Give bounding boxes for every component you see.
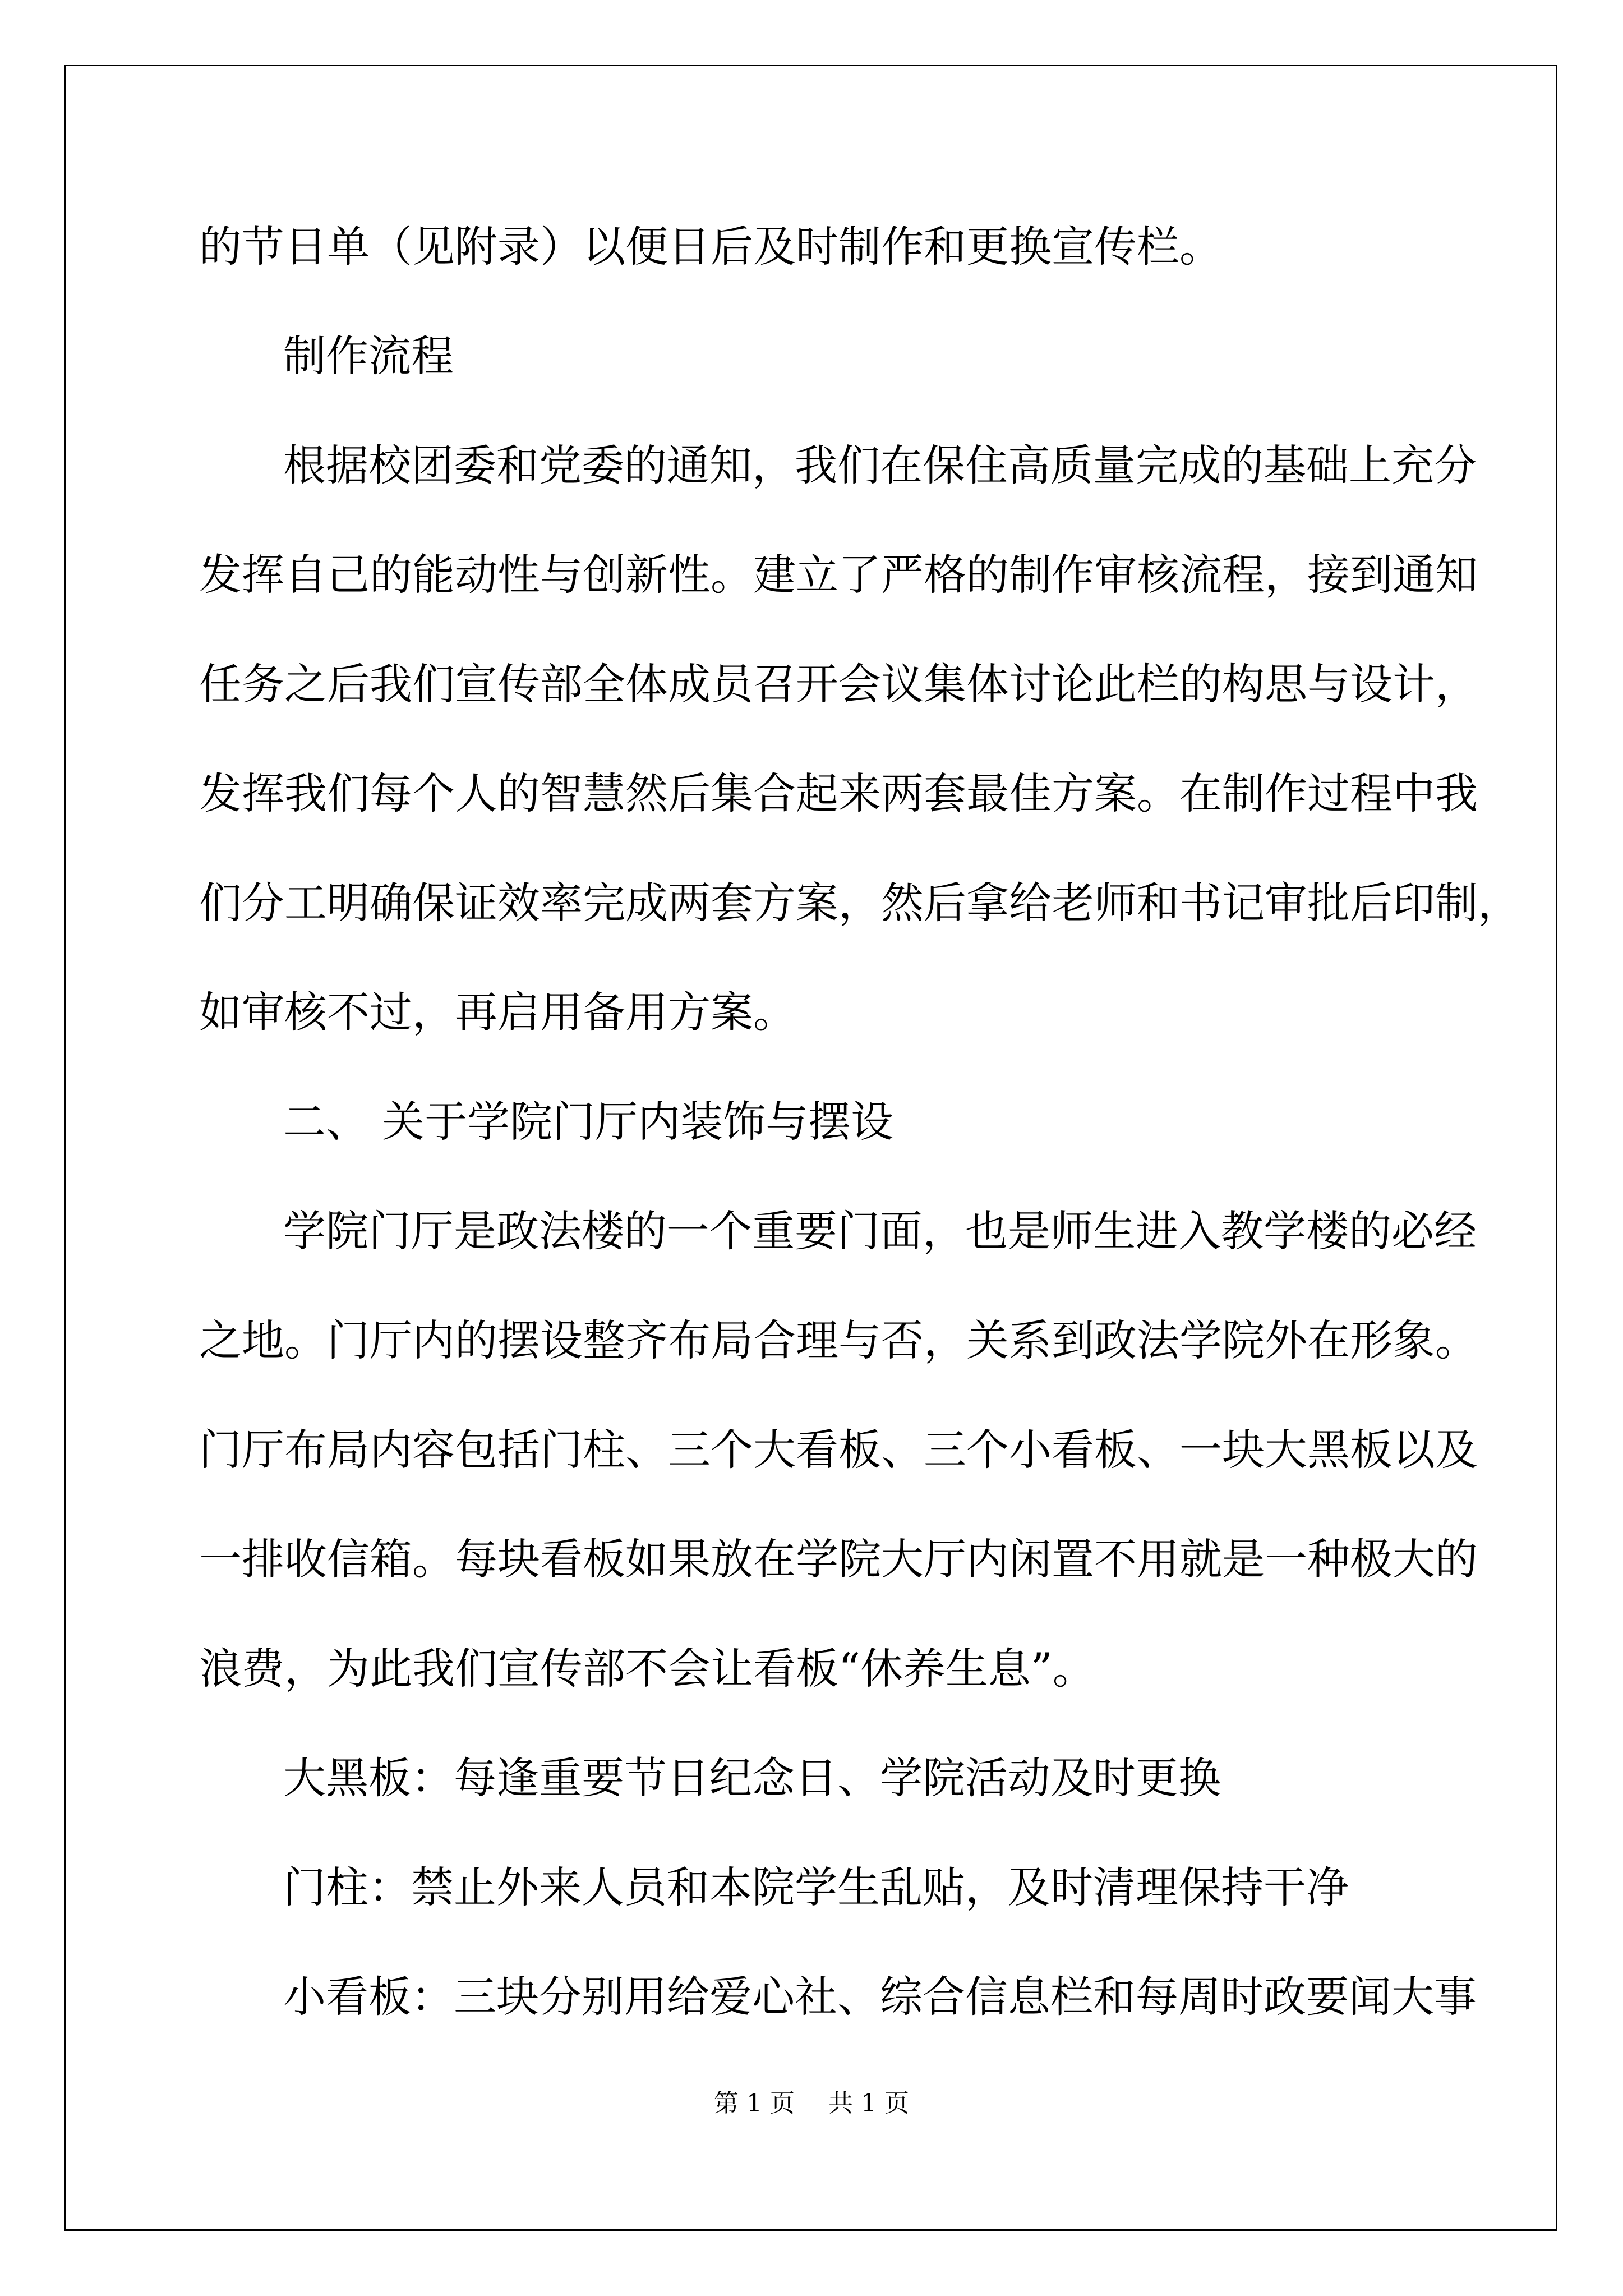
text-line: 任务之后我们宣传部全体成员召开会议集体讨论此栏的构思与设计， (199, 659, 1478, 709)
page-footer (0, 2087, 1623, 2120)
page-number: 第 1 页 (714, 2089, 795, 2118)
text-line: 根据校团委和党委的通知，我们在保住高质量完成的基础上充分 (283, 440, 1477, 490)
section-heading: 制作流程 (283, 331, 454, 381)
text-line: 浪费，为此我们宣传部不会让看板“休养生息”。 (199, 1644, 1095, 1694)
text-line: 小看板：三块分别用给爱心社、综合信息栏和每周时政要闻大事 (283, 1972, 1477, 2022)
text-line: 发挥自己的能动性与创新性。建立了严格的制作审核流程，接到通知 (199, 550, 1478, 600)
text-line: 大黑板：每逢重要节日纪念日、学院活动及时更换 (283, 1753, 1221, 1803)
text-line: 一排收信箱。每块看板如果放在学院大厅内闲置不用就是一种极大的 (199, 1534, 1478, 1584)
text-line: 如审核不过，再启用备用方案。 (199, 987, 796, 1037)
text-line: 学院门厅是政法楼的一个重要门面，也是师生进入教学楼的必经 (283, 1206, 1477, 1256)
text-line: 之地。门厅内的摆设整齐布局合理与否，关系到政法学院外在形象。 (199, 1315, 1478, 1365)
page-total: 共 1 页 (828, 2089, 909, 2118)
text-line: 发挥我们每个人的智慧然后集合起来两套最佳方案。在制作过程中我 (199, 769, 1478, 818)
text-line: 门柱：禁止外来人员和本院学生乱贴，及时清理保持干净 (283, 1862, 1349, 1912)
text-line: 门厅布局内容包括门柱、三个大看板、三个小看板、一块大黑板以及 (199, 1425, 1478, 1475)
text-line: 们分工明确保证效率完成两套方案，然后拿给老师和书记审批后印制， (199, 878, 1520, 928)
text-line: 的节日单（见附录）以便日后及时制作和更换宣传栏。 (199, 222, 1222, 272)
section-heading: 二、 关于学院门厅内装饰与摆设 (283, 1097, 894, 1147)
